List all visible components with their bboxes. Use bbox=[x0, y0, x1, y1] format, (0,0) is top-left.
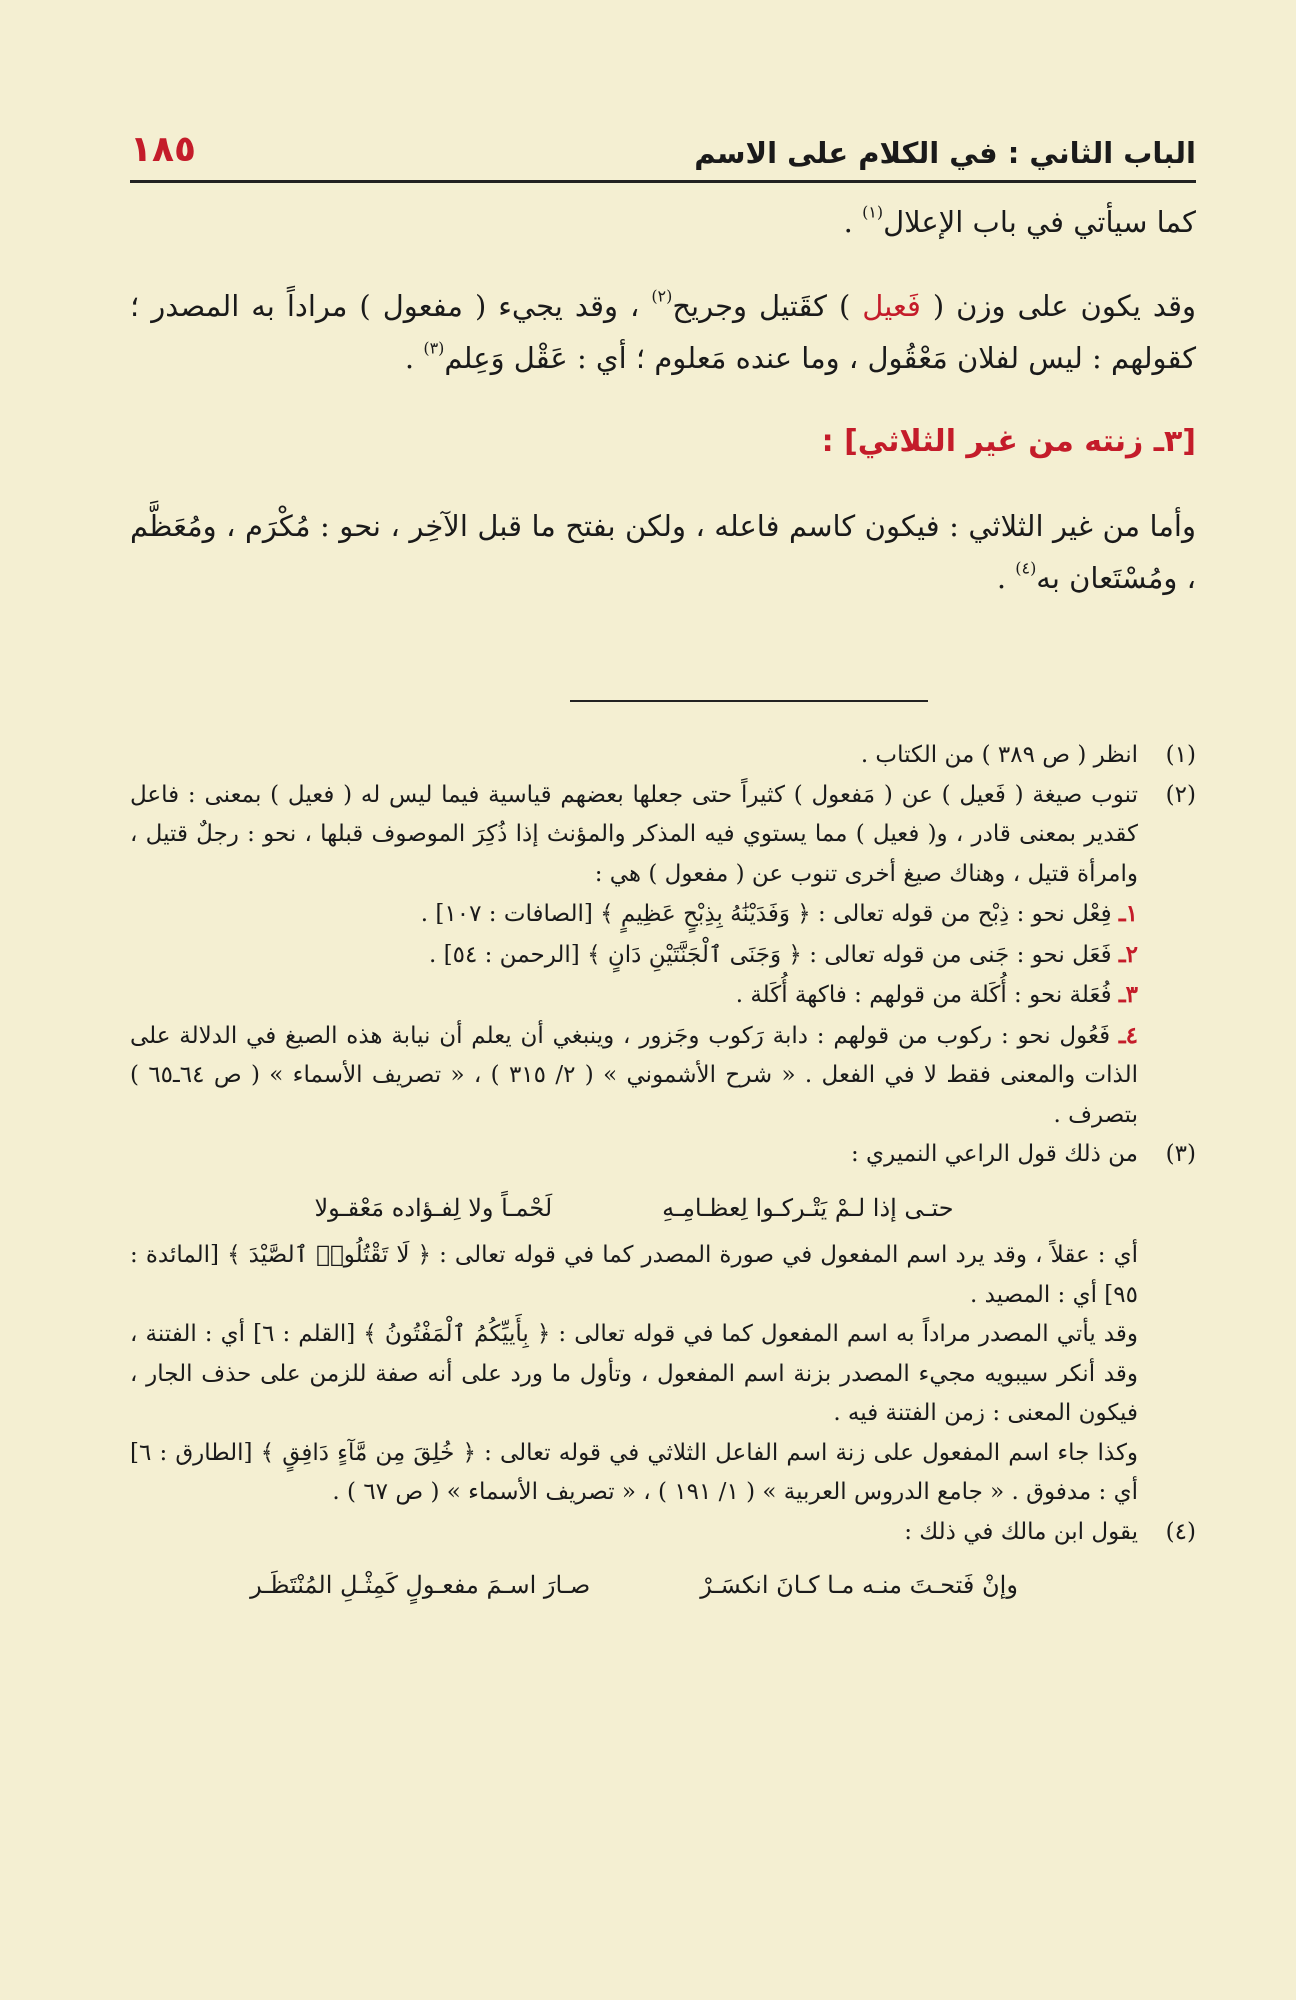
list-item: ٢ـ فَعَل نحو : جَنى من قوله تعالى : ﴿ وَجَنَى ٱلْجَنَّتَيْنِ دَانٍ ﴾ [الرحمن : ٥٤] . bbox=[428, 940, 1138, 968]
footnote-ref-4: (٤) bbox=[1015, 558, 1037, 578]
poetry-verse bbox=[130, 1566, 1138, 1606]
footnote-4: (٤) يقول ابن مالك في ذلك : وإنْ فَتحـتَ منـه مـا كـانَ انكسَـرْ صـارَ اسـمَ مفعـولٍ كَمِثْـلِ المُنْتَظَـر bbox=[130, 1513, 1196, 1614]
verse-second-hemistich: لَحْمـاً ولا لِفـؤاده مَعْقـولا bbox=[314, 1193, 553, 1222]
page-number: ١٨٥ bbox=[130, 129, 196, 170]
footnote-ref-1: (١) bbox=[862, 202, 884, 222]
list-item: ٣ـ فُعَلة نحو : أُكَلة من قولهم : فاكهة أُكَلة . bbox=[735, 981, 1138, 1008]
footnote-number: (٢) bbox=[1165, 781, 1196, 808]
footnote-3: (٣) من ذلك قول الراعي النميري : حتـى إذا لـمْ يَتْـركـوا لِعظـامِـهِ لَحْمـاً ولا لِفـؤاده مَعْقـولا أي : عقلاً ، وقد يرد اسم المفعول في صورة المصدر كما في قوله تعالى : ﴿ لَا تَقْتُلُوا۟ ٱلصَّيْدَ ﴾ [المائدة : ٩٥] أي : المصيد . وقد يأتي المصدر مراداً به اسم المفعول كما في قوله تعالى : ﴿ بِأَييِّكُمُ ٱلْمَفْتُونُ ﴾ [القلم : ٦] أي : الفتنة ، وقد أنكر سيبويه مجيء المصدر بزنة اسم المفعول ، وتأول ما ورد على أنه صفة للزمن على حذف الجار ، فيكون المعنى : زمن الفتنة فيه . وكذا جاء اسم المفعول على زنة اسم الفاعل الثلاثي في قوله تعالى : ﴿ خُلِقَ مِن مَّآءٍ دَافِقٍ ﴾ [الطارق : ٦] أي : مدفوق . « جامع الدروس العربية » ( ١/ ١٩١ ) ، « تصريف الأسماء » ( ص ٦٧ ) . bbox=[130, 1135, 1196, 1513]
highlighted-pattern: فَعيل bbox=[850, 289, 933, 323]
poetry-verse bbox=[130, 1189, 1138, 1229]
list-item: ٤ـ فَعُول نحو : ركوب من قولهم : دابة رَكوب وجَزور ، وينبغي أن يعلم أن نيابة هذه الصيغ في الدلالة على الذات والمعنى فقط لا في الفعل . « شرح الأشموني » ( ٢/ ٣١٥ ) ، « تصريف الأسماء » ( ص ٦٤ـ٦٥ ) بتصرف . bbox=[130, 1021, 1139, 1128]
verse-second-hemistich: صـارَ اسـمَ مفعـولٍ كَمِثْـلِ المُنْتَظَـر bbox=[250, 1571, 591, 1599]
footnote-number: (٤) bbox=[1165, 1518, 1196, 1545]
header-rule bbox=[130, 180, 1196, 183]
verse-first-hemistich: حتـى إذا لـمْ يَتْـركـوا لِعظـامِـهِ bbox=[662, 1193, 954, 1222]
footnote-ref-2: (٢) bbox=[651, 286, 673, 306]
section-heading: [٣ـ زنته من غير الثلاثي] : bbox=[821, 424, 1196, 459]
paragraph-2: وقد يكون على وزن ( فَعيل ) كقَتيل وجريح$^{(٢)}$ ، وقد يجيء ( مفعول ) مراداً به المصدر ؛ كقولهم : ليس لفلان مَعْقُول ، وما عنده مَعلوم ؛ أي : عَقْل وَعِلم$^{(٣)}$ . bbox=[130, 286, 1196, 375]
paragraph-3: وأما من غير الثلاثي : فيكون كاسم فاعله ، ولكن بفتح ما قبل الآخِر ، نحو : مُكْرَم ، ومُعَظَّم ، ومُسْتَعان به$^{(٤)}$ . bbox=[130, 509, 1196, 595]
footnote-separator bbox=[570, 700, 928, 702]
footnote-ref-3: (٣) bbox=[423, 338, 445, 358]
list-item: ١ـ فِعْل نحو : ذِبْح من قوله تعالى : ﴿ وَفَدَيْنَٰهُ بِذِبْحٍ عَظِيمٍ ﴾ [الصافات : ١٠٧] . bbox=[420, 900, 1138, 927]
page-header bbox=[130, 118, 1196, 170]
footnote-number: (٣) bbox=[1165, 1141, 1196, 1167]
footnote-number: (١) bbox=[1165, 742, 1196, 768]
footnote-1: (١) انظر ( ص ٣٨٩ ) من الكتاب . bbox=[130, 736, 1196, 776]
footnote-2: (٢) تنوب صيغة ( فَعيل ) عن ( مَفعول ) كثيراً حتى جعلها بعضهم قياسية فيما ليس له ( فعيل ) بمعنى : فاعل كقدير بمعنى قادر ، و( فعيل ) مما يستوي فيه المذكر والمؤنث إذا ذُكِرَ الموصوف قبلها ، نحو : رجلٌ قتيل ، وامرأة قتيل ، وهناك صيغ أخرى تنوب عن ( مفعول ) هي : ١ـ فِعْل نحو : ذِبْح من قوله تعالى : ﴿ وَفَدَيْنَٰهُ بِذِبْحٍ عَظِيمٍ ﴾ [الصافات : ١٠٧] . ٢ـ فَعَل نحو : جَنى من قوله تعالى : ﴿ وَجَنَى ٱلْجَنَّتَيْنِ دَانٍ ﴾ [الرحمن : ٥٤] . ٣ـ فُعَلة نحو : أُكَلة من قولهم : فاكهة أُكَلة . ٤ـ فَعُول نحو : ركوب من قولهم : دابة رَكوب وجَزور ، وينبغي أن يعلم أن نيابة هذه الصيغ في الدلالة على الذات والمعنى فقط لا في الفعل . « شرح الأشموني » ( ٢/ ٣١٥ ) ، « تصريف الأسماء » ( ص ٦٤ـ٦٥ ) بتصرف . bbox=[130, 776, 1196, 1136]
paragraph-1: كما سيأتي في باب الإعلال$^{(١)}$ . bbox=[843, 202, 1196, 239]
main-text bbox=[130, 196, 1196, 604]
footnotes bbox=[130, 736, 1196, 1614]
verse-first-hemistich: وإنْ فَتحـتَ منـه مـا كـانَ انكسَـرْ bbox=[700, 1571, 1018, 1599]
running-title: الباب الثاني : في الكلام على الاسم bbox=[694, 136, 1196, 170]
